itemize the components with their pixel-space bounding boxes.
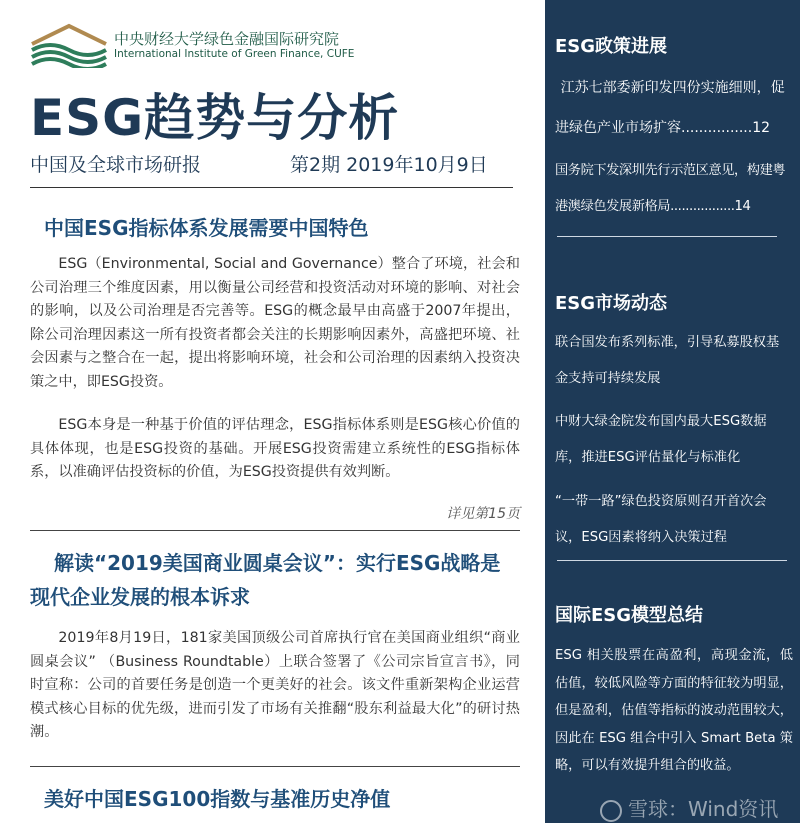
sidebar-divider	[557, 236, 777, 237]
sidebar-link[interactable]: 江苏七部委新印发四份实施细则，促进绿色产业市场扩容................12	[555, 80, 785, 136]
sidebar	[545, 0, 800, 823]
issue-date: 第2期 2019年10月9日	[290, 154, 488, 176]
article-title[interactable]: 美好中国ESG100指数与基准历史净值	[44, 787, 391, 811]
watermark	[600, 793, 778, 822]
sidebar-link[interactable]: 中财大绿金院发布国内最大ESG数据库，推进ESG评估量化与标准化	[555, 414, 767, 465]
article-paragraph: 2019年8月19日，181家美国顶级公司首席执行官在美国商业组织“商业圆桌会议” （Business Roundtable）上联合签署了《公司宗旨宣言书》，同时宣称：公司的首要任务是创造一个更美好的社会。该文件重新架构企业运营模式核心目标的优先级，进而引发了市场有关推翻“股东利益最大化”的研讨热潮。	[30, 630, 520, 740]
sidebar-heading: 国际ESG模型总结	[555, 605, 704, 626]
institute-name-en: International Institute of Green Finance, CUFE	[114, 48, 355, 60]
sidebar-link[interactable]: 联合国发布系列标准，引导私募股权基金支持可持续发展	[555, 335, 780, 386]
snowball-icon	[600, 800, 622, 822]
report-subtitle: 中国及全球市场研报	[30, 154, 202, 176]
sidebar-link[interactable]: 国务院下发深圳先行示范区意见，构建粤港澳绿色发展新格局.................14	[555, 163, 786, 214]
sidebar-summary: ESG 相关股票在高盈利，高现金流，低估值，较低风险等方面的特征较为明显，但是盈利，估值等指标的波动范围较大，因此在 ESG 组合中引入 Smart Beta 策略，可以有效提升组合的收益。	[555, 648, 793, 773]
sidebar-divider	[557, 560, 787, 561]
iigf-logo-icon	[30, 22, 108, 68]
report-title: ESG趋势与分析	[30, 89, 400, 147]
article-divider	[30, 766, 520, 767]
article-title[interactable]: 中国ESG指标体系发展需要中国特色	[44, 216, 369, 240]
sidebar-heading: ESG市场动态	[555, 293, 668, 314]
article-title[interactable]: 解读“2019美国商业圆桌会议”：实行ESG战略是现代企业发展的根本诉求	[30, 551, 501, 609]
article-divider	[30, 530, 520, 531]
sidebar-heading: ESG政策进展	[555, 36, 668, 57]
watermark-text: 雪球：Wind资讯	[628, 797, 779, 821]
header-divider	[30, 187, 513, 188]
see-more-link[interactable]: 详见第15页	[446, 506, 520, 522]
article-paragraph: ESG（Environmental, Social and Governance）整合了环境，社会和公司治理三个维度因素，用以衡量公司经营和投资活动对环境的影响、对社会的影响，以及公司治理是否完善等。ESG的概念最早由高盛于2007年提出，除公司治理因素这一所有投资者都会关注的长期影响因素外，高盛把环境、社会因素与之整合在一起，提出将影响环境，社会和公司治理的因素纳入投资决策之中，即ESG投资。	[30, 256, 520, 390]
institute-name-cn: 中央财经大学绿色金融国际研究院	[114, 30, 340, 48]
article-paragraph: ESG本身是一种基于价值的评估理念，ESG指标体系则是ESG核心价值的具体体现，也是ESG投资的基础。开展ESG投资需建立系统性的ESG指标体系，以准确评估投资标的价值，为ESG投资提供有效判断。	[30, 417, 520, 480]
sidebar-link[interactable]: “一带一路”绿色投资原则召开首次会议，ESG因素将纳入决策过程	[555, 494, 767, 545]
